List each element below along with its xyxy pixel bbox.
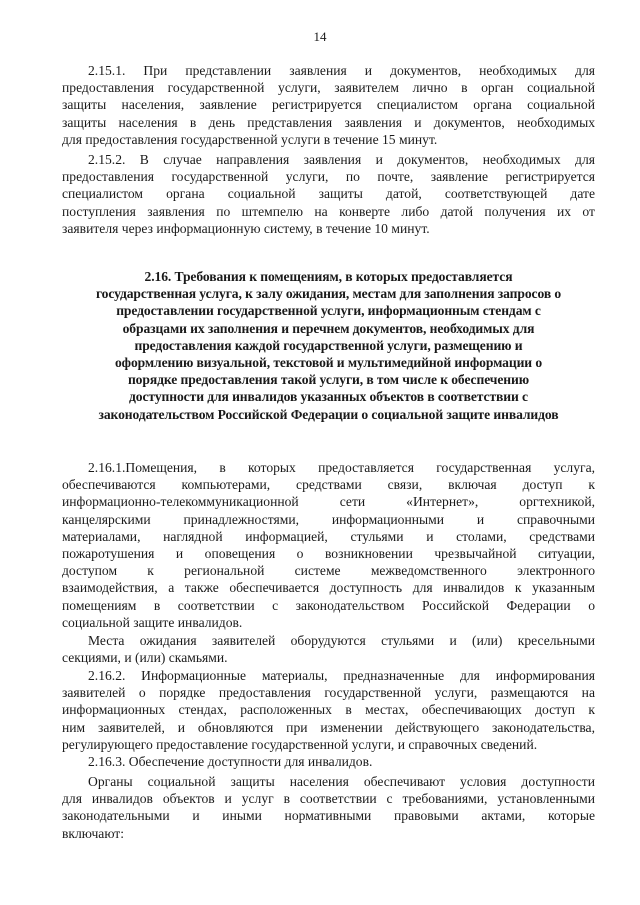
heading-line: образцами их заполнения и перечнем документов, необходимых для	[122, 320, 535, 336]
text-line: информационных стендах, расположенных в местах, обеспечивающих доступ к	[62, 702, 595, 718]
text-line: материалами, наглядной информацией, стульями и столами, средствами	[62, 528, 595, 544]
paragraph-accessibility-conditions	[62, 773, 595, 842]
text-line: социальной защите инвалидов.	[62, 614, 243, 630]
heading-line: 2.16. Требования к помещениям, в которых предоставляется	[144, 269, 513, 284]
text-line: специалистом органа социальной защиты датой, соответствующей дате	[62, 186, 595, 202]
text-line: ним заявителей, и обновляются при изменении действующего законодательства,	[62, 719, 595, 735]
text-line: защиты населения, заявление регистрируется специалистом органа социальной	[62, 97, 595, 113]
text-line: заявителя через информационную систему, в течение 10 минут.	[62, 220, 430, 236]
paragraph-2-16-1	[62, 459, 595, 631]
text-line: включают:	[62, 825, 125, 841]
heading-line: порядке предоставления такой услуги, в том числе к обеспечению	[127, 372, 530, 388]
text-line: поступления заявления по штемпелю на конверте либо датой получения их от	[62, 203, 595, 219]
text-line: 2.16.3. Обеспечение доступности для инвалидов.	[88, 754, 373, 769]
text-line: информационно-телекоммуникационной сети «Интернет», оргтехникой,	[62, 494, 595, 510]
text-line: помещениям в соответствии с законодательством Российской Федерации о	[62, 597, 595, 613]
text-line: 2.15.2. В случае направления заявления и документов, необходимых для	[88, 152, 595, 167]
heading-line: предоставлении государственной услуги, информационным стендам с	[116, 303, 541, 319]
paragraph-2-16-3	[62, 753, 595, 770]
text-line: регулирующего предоставление государственной услуги, и справочных сведений.	[62, 736, 538, 752]
text-line: для предоставления государственной услуги в течение 15 минут.	[62, 131, 438, 147]
text-line: 2.16.2. Информационные материалы, предназначенные для информирования	[88, 668, 595, 683]
paragraph-2-16-2	[62, 667, 595, 753]
text-line: Органы социальной защиты населения обеспечивают условия доступности	[88, 774, 595, 789]
text-line: предоставления государственной услуги, по почте, заявление регистрируется	[62, 169, 595, 185]
text-line: доступом к региональной системе межведомственного электронного	[62, 563, 595, 579]
text-line: 2.15.1. При представлении заявления и документов, необходимых для	[88, 63, 595, 78]
heading-line: государственная услуга, к залу ожидания, местам для заполнения запросов о	[95, 286, 562, 302]
text-line: заявителей о порядке предоставления государственной услуги, размещаются на	[62, 685, 595, 701]
text-line: защиты населения в день представления заявления и документов, необходимых	[62, 114, 595, 130]
paragraph-2-15-2	[62, 151, 595, 237]
heading-line: предоставления каждой государственной услуги, размещению и	[134, 337, 523, 353]
section-heading-2-16	[58, 268, 599, 423]
heading-line: законодательством Российской Федерации о социальной защите инвалидов	[98, 406, 559, 422]
text-line: предоставления государственной услуги, заявителем лично в орган социальной	[62, 80, 595, 96]
paragraph-waiting-areas	[62, 632, 595, 666]
heading-line: доступности для инвалидов указанных объектов в соответствии с	[129, 389, 528, 405]
text-line: пожаротушения и оповещения о возникновении чрезвычайной ситуации,	[62, 546, 595, 562]
page-number: 14	[313, 29, 327, 44]
text-line: 2.16.1.Помещения, в которых предоставляется государственная услуга,	[88, 460, 595, 475]
text-line: взаимодействия, а также обеспечивается доступность для инвалидов к указанным	[62, 580, 595, 596]
text-line: секциями, и (или) скамьями.	[62, 650, 228, 666]
paragraph-2-15-1	[62, 62, 595, 148]
heading-line: оформлению визуальной, текстовой и мультимедийной информации о	[114, 355, 543, 371]
text-line: Места ожидания заявителей оборудуются стульями и (или) кресельными	[88, 633, 595, 648]
text-line: для инвалидов объектов и услуг в соответствии с требованиями, установленными	[62, 791, 595, 807]
text-line: законодательными и иными нормативными правовыми актами, которые	[62, 808, 595, 824]
text-line: канцелярскими принадлежностями, информационными и справочными	[62, 511, 595, 527]
text-line: обеспечиваются компьютерами, средствами связи, включая доступ к	[62, 477, 595, 493]
